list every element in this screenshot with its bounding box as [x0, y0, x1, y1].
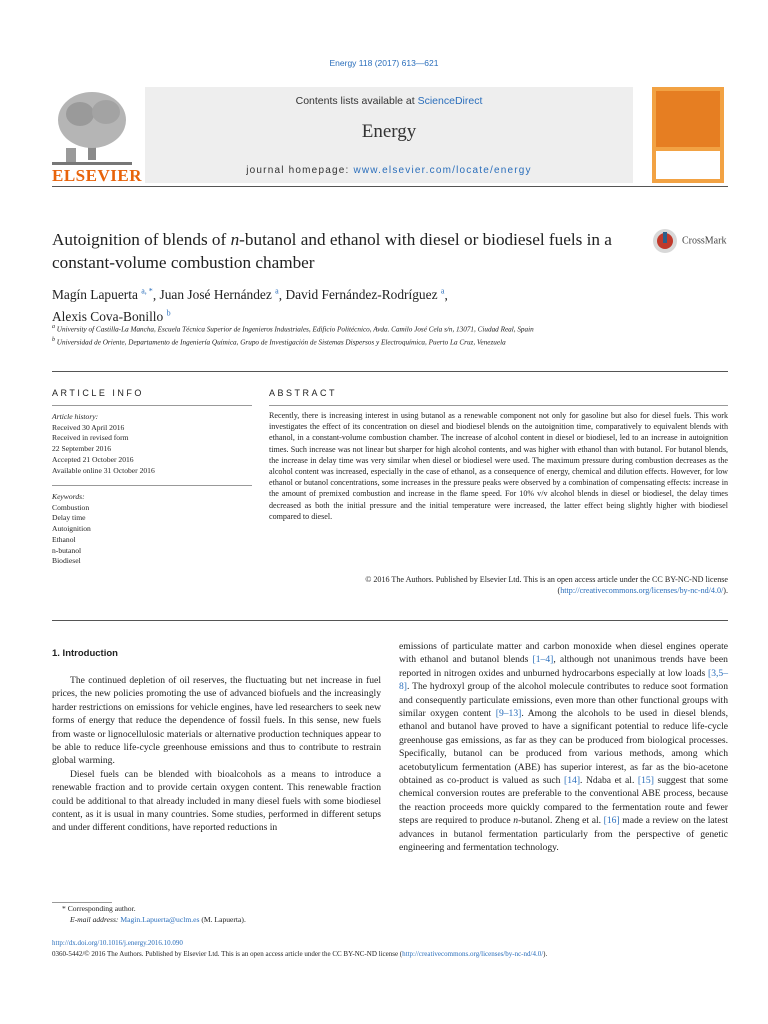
footnote-rule: [52, 902, 112, 903]
author[interactable]: Alexis Cova-Bonillo $^b$: [52, 308, 171, 324]
section-rule: [52, 620, 728, 621]
keyword: Autoignition: [52, 524, 91, 534]
reference-link[interactable]: [9–13]: [495, 708, 522, 720]
reference-link[interactable]: [1–4]: [532, 654, 554, 666]
journal-banner: [145, 87, 633, 183]
footnote: * Corresponding author. E-mail address: Magin.Lapuerta@uclm.es (M. Lapuerta).: [62, 904, 246, 924]
article-info-heading: ARTICLE INFO: [52, 388, 144, 398]
journal-homepage: journal homepage: www.elsevier.com/locate/energy: [246, 165, 532, 176]
affiliations: [52, 322, 732, 348]
homepage-link[interactable]: www.elsevier.com/locate/energy: [353, 165, 532, 176]
crossmark-badge[interactable]: [652, 228, 726, 254]
article-history: Article history: Received 30 April 2016 Received in revised form 22 September 2016 Accepted 21 October 2016 Available online 31 October 2016: [52, 412, 155, 475]
section-rule: [52, 371, 728, 372]
body-column-left: [52, 674, 381, 835]
keyword: Delay time: [52, 513, 86, 523]
journal-cover-thumbnail: [652, 87, 724, 183]
paragraph: emissions of particulate matter and carbon monoxide when diesel engines operate with ethanol and butanol blends [1–4], although not unanimous trends have been reported in nitrogen oxides and unburned hydrocarbons especially at low loads [3,5–8]. The hydroxyl group of the alcohol molecule contributes to reduce soot formation and consequently particulate emissions, even more than other functional groups with similar oxygen content [9–13]. Among the alcohols to be used in diesel blends, ethanol and butanol have proved to have a significant potential to reduce life-cycle greenhouse gas emissions, as far as they can be produced from biological processes. Specifically, butanol can be produced from various methods, among which acetobutylicum fermentation (ABE) has superior interest, as far as the bio-acetone obtained as co-product is valued as such [14]. Ndaba et al. [15] suggest that some chemical conversion routes are preferable to the conventional ABE process, because the reaction proceeds more quickly compared to the fermentation route and fewer steps are required to produce n-butanol. Zheng et al. [16] made a review on the latest advances in butanol fermentation particularly from the perspective of genetic engineering and fermentation technology.: [399, 641, 729, 854]
keywords: Keywords: Combustion Delay time Autoignition Ethanol n-butanol Biodiesel: [52, 492, 252, 567]
author[interactable]: Juan José Hernández $^a$: [159, 287, 279, 303]
author-list: Magín Lapuerta $^{a, *}$, Juan José Hernández $^a$, David Fernández-Rodríguez $^a$, Alexis Cova-Bonillo $^b$: [52, 287, 448, 324]
crossmark-icon: [652, 228, 678, 254]
sciencedirect-link[interactable]: ScienceDirect: [417, 95, 483, 107]
contents-line: Contents lists available at ScienceDirect: [295, 95, 483, 107]
reference-link[interactable]: [14]: [564, 775, 581, 787]
email-link[interactable]: Magin.Lapuerta@uclm.es: [120, 914, 200, 924]
abstract-copyright: © 2016 The Authors. Published by Elsevier Ltd. This is an open access article under the CC BY-NC-ND license (http://creativecommons.org/licenses/by-nc-nd/4.0/).: [365, 575, 728, 596]
license-link[interactable]: http://creativecommons.org/licenses/by-nc-nd/4.0/: [402, 949, 544, 958]
reference-link[interactable]: [16]: [603, 815, 620, 827]
introduction-heading: 1. Introduction: [52, 648, 118, 659]
keyword: Biodiesel: [52, 556, 81, 566]
keyword: Combustion: [52, 502, 90, 512]
journal-citation[interactable]: Energy 118 (2017) 613—621: [329, 58, 439, 68]
header-rule: [52, 186, 728, 187]
abstract-text: Recently, there is increasing interest in using butanol as a renewable component not only for gasoline but also for diesel fuels. This work investigates the effect of its concentration on diesel and biodiesel blends on the autoignition time, comparatively to equivalent blends with ethanol, in a constant-volume combustion chamber. The increase of alcohol content in diesel or biodiesel, led to an increase in autoignition times. Such increase was not linear but sharper for high alcohol contents, and was higher with ethanol than with butanol. For butanol blends, the increase in delay time was very similar when diesel or biodiesel were used. The maximum pressure during combustion decreases as the alcohol content was increased, especially in the case of ethanol, as a consequence of energy, chemical and dilution effects. However, for low ethanol or butanol concentrations, some increases in the pressure peaks were observed by a combination of compensating effects: increase in the amount of premixed combustion and increase in the flame speed. For 10% v/v alcohol blends in diesel or biodiesel, the delay times decreased as both the initial pressure and the initial temperature were increased, the latter effect being slightly higher with biodiesel compared to diesel.: [269, 411, 728, 521]
abstract-heading: ABSTRACT: [269, 388, 338, 398]
doi-link[interactable]: http://dx.doi.org/10.1016/j.energy.2016.10.090: [52, 939, 183, 947]
info-rule: [52, 405, 252, 406]
footer-license: 0360-5442/© 2016 The Authors. Published by Elsevier Ltd. This is an open access article under the CC BY-NC-ND license (http://creativecommons.org/licenses/by-nc-nd/4.0/).: [52, 949, 548, 958]
license-link[interactable]: http://creativecommons.org/licenses/by-nc-nd/4.0/: [560, 586, 724, 596]
abstract-rule: [269, 405, 728, 406]
paragraph: Diesel fuels can be blended with bioalcohols as a means to introduce a renewable fraction and to provide certain oxygen content. This renewable fraction could be additional to that already included in many diesel fuels with some biodiesel content, as it is usual in many countries. Some studies, performed in different setups and under different conditions, have reported reductions in: [52, 768, 381, 834]
cover-art: [656, 91, 720, 147]
cover-strip: [656, 151, 720, 179]
body-column-right: [399, 640, 728, 855]
reference-link[interactable]: [3,5–8]: [399, 667, 728, 693]
article-title: Autoignition of blends of n-butanol and ethanol with diesel or biodiesel fuels in a constant-volume combustion chamber: [52, 230, 612, 272]
paragraph: The continued depletion of oil reserves, the fluctuating but net increase in fuel prices, the new policies promoting the use of advanced biofuels and the increasingly harder restrictions on emissions for vehicle engines, have led researchers to seek new forms of energy that reduce the dependence of fossil fuels. In this sense, new fuels from waste or lignocellulosic materials or alternative production techniques appear to be able to reduce life-cycle greenhouse emissions and thus to contribute to restrain global warming.: [52, 675, 381, 767]
author[interactable]: Magín Lapuerta $^{a, *}$: [52, 287, 153, 303]
page-footer: [52, 938, 728, 959]
reference-link[interactable]: [15]: [637, 775, 654, 787]
author[interactable]: David Fernández-Rodríguez $^a$: [285, 287, 445, 303]
keyword: n-butanol: [52, 545, 82, 555]
crossmark-label: CrossMark: [682, 235, 727, 247]
publisher-name: ELSEVIER: [52, 166, 142, 185]
keyword: Ethanol: [52, 534, 76, 544]
affiliation: $^b$ Universidad de Oriente, Departamento de Ingeniería Química, Grupo de Investigación de Sistemas Dispersos y Electroquímica, Puerto La Cruz, Venezuela: [52, 336, 506, 347]
info-rule: [52, 485, 252, 486]
journal-name: Energy: [361, 121, 417, 142]
affiliation: $^a$ University of Castilla-La Mancha, Escuela Técnica Superior de Ingenieros Industriales, Edificio Politécnico, Avda. Camilo José Cela s/n, 13071, Ciudad Real, Spain: [52, 324, 534, 334]
